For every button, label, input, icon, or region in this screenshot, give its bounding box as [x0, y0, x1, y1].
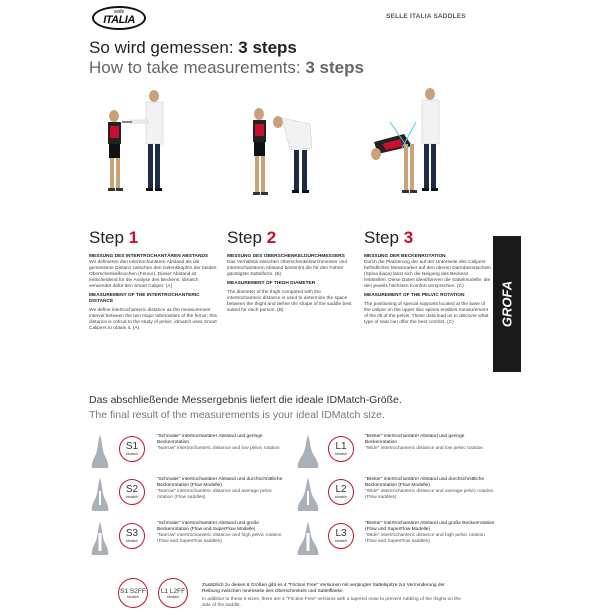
saddle-icon — [88, 434, 112, 470]
friction-free-de: Zusätzlich zu diesen 6 Größen gibt es 4 "Friction Free" Versionen mit verjüngter Sattelspitze zur Verminderung der Reibung zwischen Innenseite des Oberschenkels und Sattelflanke. — [202, 583, 445, 594]
saddle-icon — [88, 477, 112, 513]
step-1-body-en: We define intertrochanteric distance as the measurement interval between the two major tuberosities of the femur; this distance is critical to the study of pelvis. idmatch uses Smart Calipers to obtain it. (A) — [89, 308, 217, 331]
step-2-heading-en: MEASUREMENT OF THIGH DIAMETER — [227, 281, 316, 286]
saddle-icon — [296, 434, 320, 470]
step-2-text — [227, 254, 355, 317]
size-description: "Breiter" intertrochantärer Abstand und geringe Beckenrotation "Wide" intertrochanteric distance and low pelvic rotation — [365, 434, 484, 451]
step-1-title: Step 1 — [89, 228, 139, 247]
brand-tagline: SELLE ITALIA SADDLES — [386, 13, 466, 20]
grofa-banner — [493, 236, 521, 372]
step-2-body-en: The diameter of the thigh compared with the intertrochanteric distance is used to determine the space between the thight and define the shape of the saddle best suited for each person. (B) — [227, 290, 352, 313]
size-badge-ff-l: L1 L2FF idmatch — [158, 578, 188, 608]
step-2-body-de: Das Verhältnis zwischen Oberschenkeldurchmesser und intertrochantärem Abstand bestimmt die für den Fahrer günstigste Sattelform. (B) — [227, 260, 347, 277]
size-badge: S3 idmatch — [119, 523, 145, 549]
size-badge: S1 idmatch — [119, 436, 145, 462]
grofa-logo: GROFA — [499, 280, 515, 328]
step-3-text — [364, 254, 492, 329]
size-description: "Schmaler" intertrochantärer Abstand und große Beckenrotation (Flow und SuperFlow Modelle) "Narrow" intertrochanteric distance and high pelvic rotation (Flow and SuperFlow saddles) — [157, 521, 282, 544]
step-1-heading-en: MEASUREMENT OF THE INTERTROCHANTERIC DISTANCE — [89, 293, 200, 304]
friction-free-en: In addition to these 6 sizes, there are 4 "Friction Free" versions with a tapered nose to prevent rubbing of the thighs on the side of the saddle. — [202, 597, 461, 608]
size-badge: S2 idmatch — [119, 479, 145, 505]
size-description: "Schmaler" intertrochantärer Abstand und geringe Beckenrotation "Narrow" intertrochanteric distance and low pelvic rotation — [157, 434, 280, 451]
step-3-heading-de: MESSUNG DER BECKENROTATION — [364, 254, 446, 259]
size-badge: L1 idmatch — [328, 436, 354, 462]
logo-line-2: ITALIA — [103, 14, 135, 26]
step-1-heading-de: MESSUNG DES INTERTROCHANTÄREN ABSTANDS — [89, 254, 209, 259]
step-3-body-de: Durch die Platzierung der auf der Unterseite des Calipers befindlichen Messmarker auf den oberen Darmbeinstachein (Spina iliaca) lässt sich die Neigung des Beckens feststellen. Diese Daten identifizieren die Sattelmodelle, die den jeweils höchsten Komfort versprechen. (C) — [364, 260, 491, 289]
step-1-photo — [92, 88, 202, 206]
size-badge: L2 idmatch — [328, 479, 354, 505]
size-description: "Breiter" intertrochantärer Abstand und große Beckenrotation (Flow und SuperFlow Modelle) "Wide" intertrochanteric distance and high pelvic rotation (Flow and SuperFlow saddles) — [365, 521, 495, 544]
result-de: Das abschließende Messergebnis liefert die ideale IDMatch-Größe. — [89, 394, 402, 406]
step-1-text — [89, 254, 217, 335]
saddle-icon — [296, 477, 320, 513]
size-description: "Schmaler" intertrochantärer Abstand und durchschnittliche Beckenrotation (Flow Modelle) "Narrow" intertrochanteric distance and average pelvic rotation (Flow saddles) — [157, 477, 283, 500]
step-3-photo — [368, 88, 478, 206]
size-badge: L3 idmatch — [328, 523, 354, 549]
headline-de: So wird gemessen: 3 steps — [89, 38, 297, 57]
step-1-body-de: Wir definieren den intertrochantären Abstand als die gemessene Distanz zwischen den Gelenkköpfen der beiden Oberschenkelknochen (Femur). Dieser Abstand ist entscheidend für die Analyse des Beckens. idmatch verwendet dafür den Smart Caliper. (A) — [89, 260, 217, 289]
step-3-title: Step 3 — [364, 228, 414, 247]
step-2-photo — [232, 88, 342, 206]
selle-italia-logo — [92, 6, 146, 30]
step-3-body-en: The positioning of special supports located at the base of the caliper on the upper iliac spines enables measurement of the tilt of the pelvis. These data lead us to discover what type of seat can offer the best comfort. (C) — [364, 302, 489, 325]
size-description: "Breiter" intertrochantärer Abstand und durchschnittliche Beckenrotation (Flow Modelle) "Wide" intertrochanteric distance and average pelvic rotation (Flow saddles) — [365, 477, 494, 500]
logo-line-1: selle — [113, 9, 125, 15]
size-badge-ff-s: S1 S2FF idmatch — [118, 578, 148, 608]
headline-en: How to take measurements: 3 steps — [89, 58, 364, 77]
saddle-icon — [296, 521, 320, 557]
step-3-heading-en: MEASUREMENT OF THE PELVIC ROTATION — [364, 293, 465, 298]
result-en: The final result of the measurements is your ideal IDMatch size. — [89, 409, 385, 421]
step-2-title: Step 2 — [227, 228, 277, 247]
saddle-icon — [88, 521, 112, 557]
step-2-heading-de: MESSUNG DES OBERSCHENKELDURCHMESSERS — [227, 254, 345, 259]
